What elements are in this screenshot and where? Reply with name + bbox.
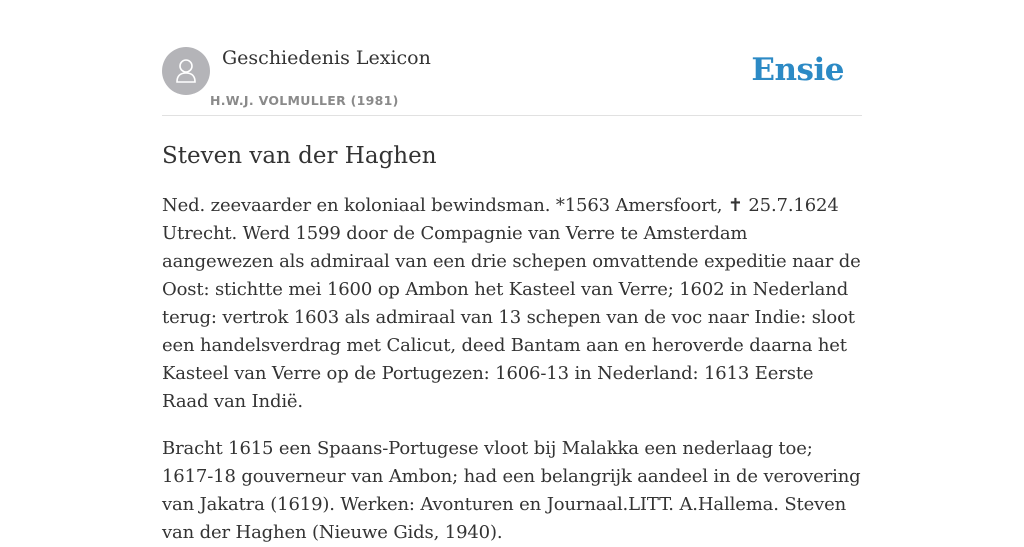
header [162,47,862,116]
entry-paragraph-2: Bracht 1615 een Spaans-Portugese vloot bij Malakka een nederlaag toe; 1617-18 gouverneur van Ambon; had een belangrijk aandeel in de verovering van Jakatra (1619). Werken: Avonturen en Journaal.LITT. A.Hallema. Steven van der Haghen (Nieuwe Gids, 1940). [162,438,861,543]
entry-paragraph-1: Ned. zeevaarder en koloniaal bewindsman. *1563 Amersfoort, ✝ 25.7.1624 Utrecht. Werd 1599 door de Compagnie van Verre te Amsterdam aangewezen als admiraal van een drie schepen omvattende expeditie naar de Oost: stichtte mei 1600 op Ambon het Kasteel van Verre; 1602 in Nederland terug: vertrok 1603 als admiraal van 13 schepen van de voc naar Indie: sloot een handelsverdrag met Calicut, deed Bantam aan en heroverde daarna het Kasteel van Verre op de Portugezen: 1606-13 in Nederland: 1613 Eerste Raad van Indië. [162,195,861,412]
page [162,0,862,547]
book-title[interactable]: Geschiedenis Lexicon [222,47,431,69]
avatar[interactable] [162,47,210,95]
site-logo[interactable]: Ensie [751,52,844,88]
entry-title: Steven van der Haghen [162,143,437,169]
book-author[interactable]: H.W.J. VOLMULLER (1981) [210,93,399,108]
user-icon [171,56,201,86]
